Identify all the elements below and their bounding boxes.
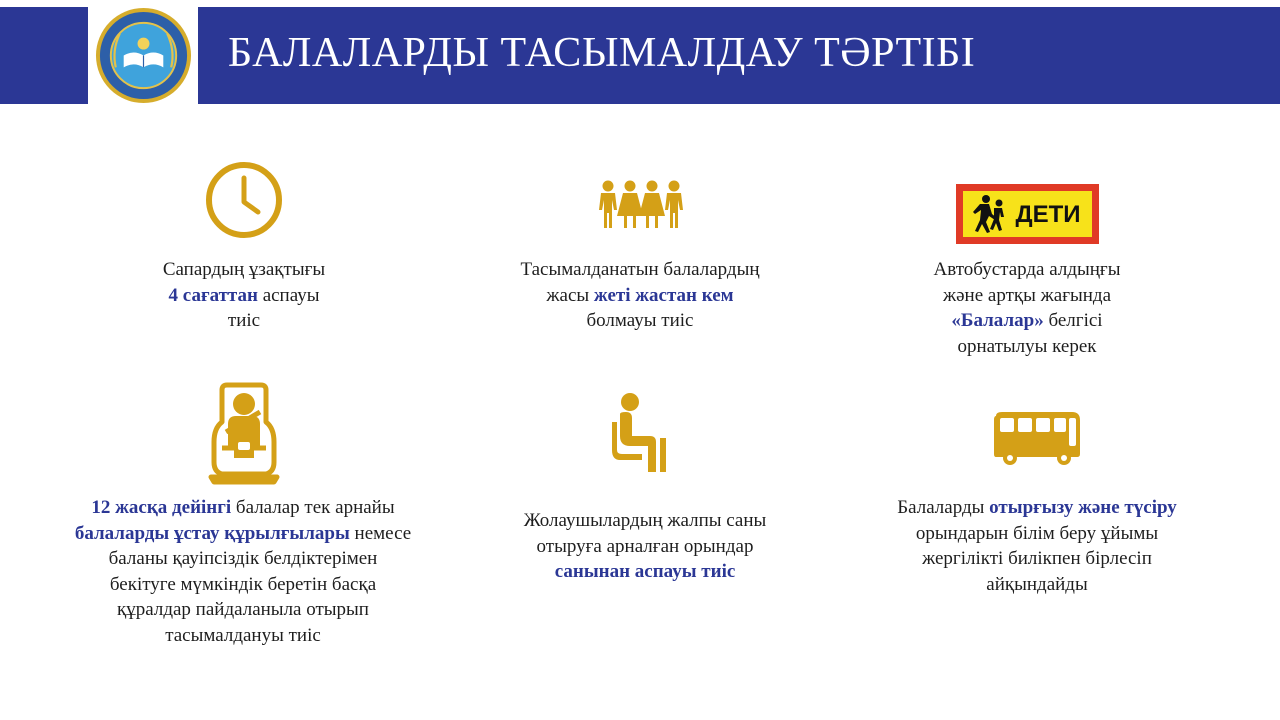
rule-text-line <box>470 308 810 334</box>
children-sign-text: ДЕТИ <box>1015 201 1081 228</box>
rule-text: құралдар пайдаланыла отырып <box>117 599 369 620</box>
rule-text-line <box>470 508 820 534</box>
rule-text-line <box>837 521 1237 547</box>
children-sign-icon <box>956 184 1099 244</box>
rule-text-line <box>470 534 820 560</box>
rule-text: тиіс <box>227 310 261 331</box>
rule-text: аспауы <box>257 284 320 306</box>
highlighted-text: 12 жасқа дейінгі <box>91 497 232 518</box>
rule-text: немесе <box>349 522 412 544</box>
rule-text: және артқы жағында <box>942 284 1112 306</box>
rule-text-line <box>877 308 1177 334</box>
rule-text-line <box>470 559 820 585</box>
rule-text: Сапардың ұзақтығы <box>162 259 326 280</box>
rule-text: Тасымалданатын балалардың <box>520 259 760 280</box>
rule-text-line <box>837 495 1237 521</box>
rule-text-line <box>837 572 1237 598</box>
highlighted-text: отырғызу және түсіру <box>989 497 1177 518</box>
highlighted-text: санынан аспауы тиіс <box>554 561 736 582</box>
rule-text: баланы қауіпсіздік белдіктерімен <box>108 548 378 569</box>
highlighted-text: 4 сағаттан <box>168 284 258 306</box>
highlighted-text: «Балалар» <box>951 310 1044 331</box>
rule-text-line <box>94 308 394 334</box>
rule-card-children-sign <box>877 257 1177 359</box>
clock-icon <box>204 160 284 240</box>
rule-text-line <box>877 283 1177 309</box>
rule-text-line <box>43 495 443 521</box>
rule-text: Жолаушылардың жалпы саны <box>523 510 767 531</box>
rule-card-minimum-age <box>470 257 810 334</box>
rule-text-line <box>43 572 443 598</box>
highlighted-text: жеті жастан кем <box>593 284 734 306</box>
rule-card-child-restraint <box>43 495 443 648</box>
rule-text: жасы <box>546 284 594 306</box>
highlighted-text: балаларды ұстау құрылғылары <box>74 522 350 544</box>
four-children-icon <box>597 180 685 232</box>
rule-text-line <box>94 257 394 283</box>
rule-text-line <box>877 257 1177 283</box>
rule-text: жергілікті билікпен бірлесіп <box>922 548 1152 569</box>
rule-text: белгісі <box>1043 310 1103 331</box>
rule-text: айқындайды <box>986 573 1088 595</box>
rule-text-line <box>43 597 443 623</box>
rule-text-line <box>837 546 1237 572</box>
rule-text: отыруға арналған орындар <box>536 535 754 557</box>
rule-card-trip-duration <box>94 257 394 334</box>
page-title: БАЛАЛАРДЫ ТАСЫМАЛДАУ ТӘРТІБІ <box>228 30 976 76</box>
rule-text: болмауы тиіс <box>586 310 694 331</box>
rule-text: орындарын білім беру ұйымы <box>915 522 1159 544</box>
rule-text: балалар тек арнайы <box>231 497 395 518</box>
rule-text-line <box>43 546 443 572</box>
ministry-seal-book-icon <box>94 6 193 105</box>
seated-passenger-icon <box>612 392 670 476</box>
rule-text: орнатылуы керек <box>957 335 1097 357</box>
rule-text-line <box>43 521 443 547</box>
rule-text-line <box>470 283 810 309</box>
rule-card-boarding-places <box>837 495 1237 597</box>
rule-text-line <box>470 257 810 283</box>
rule-text-line <box>43 623 443 649</box>
rule-text: бекітуге мүмкіндік беретін басқа <box>109 573 377 595</box>
rule-text: тасымалдануы тиіс <box>165 624 321 646</box>
rule-text-line <box>877 334 1177 360</box>
rule-text: Балаларды <box>897 497 990 518</box>
rule-text: Автобустарда алдыңғы <box>933 259 1121 280</box>
rule-text-line <box>94 283 394 309</box>
child-car-seat-icon <box>208 382 280 486</box>
rule-card-passenger-limit <box>470 508 820 585</box>
bus-icon <box>992 410 1082 466</box>
